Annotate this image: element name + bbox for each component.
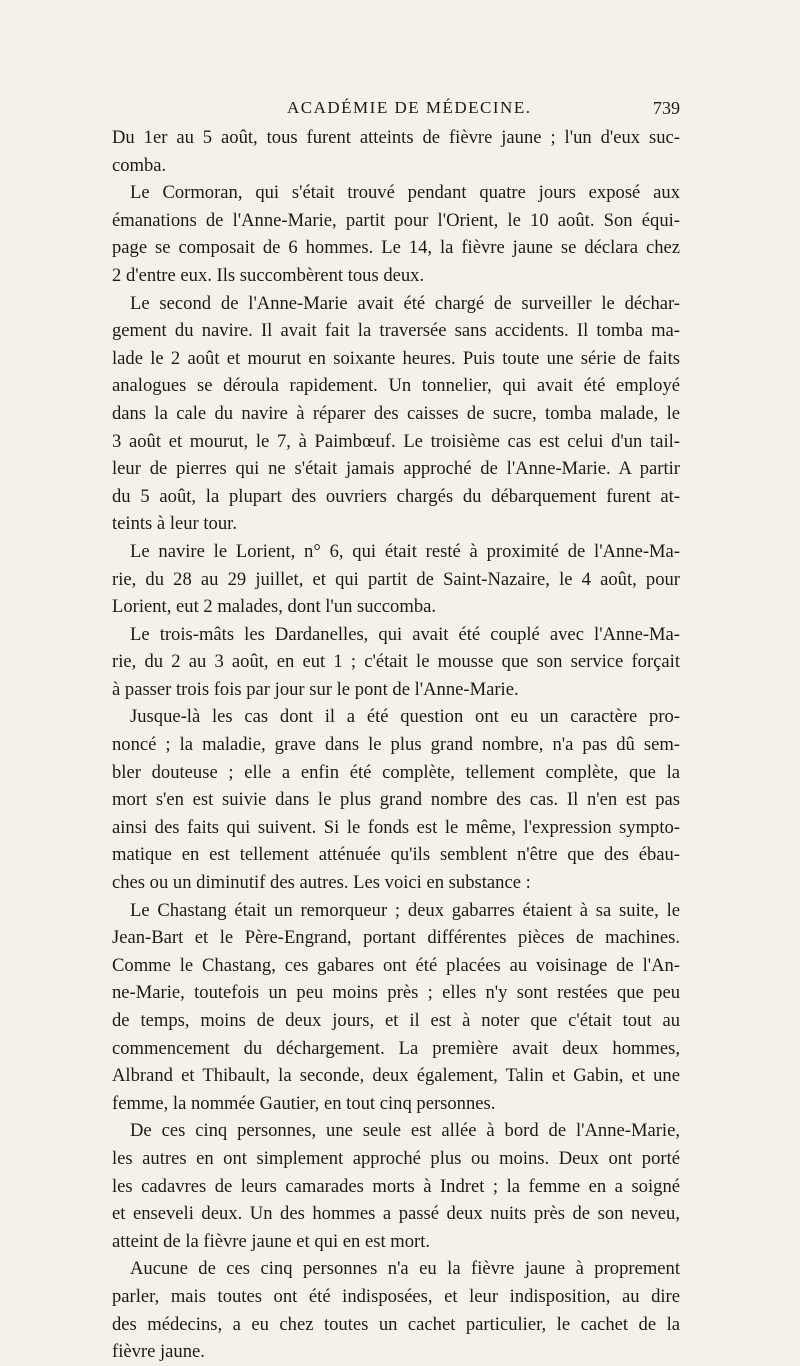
text-line: teints à leur tour. [112, 513, 237, 535]
text-line: ne-Marie, toutefois un peu moins près ; elles n'y sont restées que peu [112, 982, 680, 1004]
text-line: analogues se déroula rapidement. Un tonnelier, qui avait été employé [112, 375, 680, 397]
text-line: parler, mais toutes ont été indisposées, et leur indisposition, au dire [112, 1285, 680, 1307]
text-line: 2 d'entre eux. Ils succombèrent tous deux. [112, 264, 425, 286]
text-line: atteint de la fièvre jaune et qui en est mort. [112, 1230, 431, 1252]
text-line: de temps, moins de deux jours, et il est à noter que c'était tout au [112, 1010, 680, 1031]
text-line: et enseveli deux. Un des hommes a passé deux nuits près de son neveu, [112, 1203, 680, 1225]
text-line: 3 août et mourut, le 7, à Paimbœuf. Le troisième cas est celui d'un tail- [112, 430, 680, 452]
text-line: des médecins, a eu chez toutes un cachet particulier, le cachet de la [112, 1313, 680, 1335]
text-line: les cadavres de leurs camarades morts à Indret ; la femme en a soigné [112, 1175, 680, 1197]
text-line: Comme le Chastang, ces gabares ont été placées au voisinage de l'An- [112, 954, 680, 976]
text-line: noncé ; la maladie, grave dans le plus grand nombre, n'a pas dû sem- [112, 734, 680, 756]
text-line: ches ou un diminutif des autres. Les voici en substance : [112, 872, 531, 894]
text-line: dans la cale du navire à réparer des caisses de sucre, tomba malade, le [112, 402, 680, 424]
text-line: Le Cormoran, qui s'était trouvé pendant quatre jours exposé aux [130, 182, 680, 204]
body-text [112, 124, 680, 1366]
text-line: émanations de l'Anne-Marie, partit pour l'Orient, le 10 août. Son équi- [112, 209, 680, 231]
text-line: commencement du déchargement. La première avait deux hommes, [112, 1037, 680, 1059]
text-line: Le navire le Lorient, n° 6, qui était resté à proximité de l'Anne-Ma- [130, 540, 680, 562]
text-line: Jean-Bart et le Père-Engrand, portant différentes pièces de machines. [112, 927, 680, 949]
text-line: Du 1er au 5 août, tous furent atteints de fièvre jaune ; l'un d'eux suc- [112, 127, 680, 148]
running-title: ACADÉMIE DE MÉDECINE. [287, 98, 532, 117]
text-line: matique en est tellement atténuée qu'ils semblent n'être que des ébau- [112, 844, 680, 866]
text-line: Aucune de ces cinq personnes n'a eu la fièvre jaune à proprement [130, 1258, 680, 1280]
text-line: gement du navire. Il avait fait la traversée sans accidents. Il tomba ma- [112, 320, 680, 342]
text-line: Le second de l'Anne-Marie avait été chargé de surveiller le déchar- [130, 292, 680, 314]
text-line: Albrand et Thibault, la seconde, deux également, Talin et Gabin, et une [112, 1065, 680, 1087]
text-line: rie, du 2 au 3 août, en eut 1 ; c'était le mousse que son service forçait [112, 651, 680, 673]
text-line: mort s'en est suivie dans le plus grand nombre des cas. Il n'en est pas [112, 789, 680, 811]
text-line: comba. [112, 154, 167, 176]
text-line: les autres en ont simplement approché plus ou moins. Deux ont porté [112, 1147, 680, 1169]
text-line: Lorient, eut 2 malades, dont l'un succomba. [112, 596, 437, 618]
running-header [112, 98, 680, 126]
text-line: à passer trois fois par jour sur le pont de l'Anne-Marie. [112, 678, 519, 700]
text-line: page se composait de 6 hommes. Le 14, la fièvre jaune se déclara chez [112, 237, 680, 259]
text-line: De ces cinq personnes, une seule est allée à bord de l'Anne-Marie, [130, 1120, 680, 1142]
page-number: 739 [653, 98, 680, 118]
text-line: leur de pierres qui ne s'était jamais approché de l'Anne-Marie. A partir [112, 458, 680, 480]
text-line: bler douteuse ; elle a enfin été complète, tellement complète, que la [112, 761, 680, 783]
text-line: rie, du 28 au 29 juillet, et qui partit de Saint-Nazaire, le 4 août, pour [112, 568, 680, 590]
text-line: lade le 2 août et mourut en soixante heures. Puis toute une série de faits [112, 347, 680, 369]
text-line: ainsi des faits qui suivent. Si le fonds est le même, l'expression sympto- [112, 816, 680, 838]
text-line: fièvre jaune. [112, 1341, 205, 1363]
text-line: Jusque-là les cas dont il a été question ont eu un caractère pro- [130, 706, 680, 728]
text-line: du 5 août, la plupart des ouvriers chargés du débarquement furent at- [112, 485, 680, 507]
text-line: Le Chastang était un remorqueur ; deux gabarres étaient à sa suite, le [130, 899, 680, 921]
text-line: femme, la nommée Gautier, en tout cinq personnes. [112, 1092, 496, 1114]
text-line: Le trois-mâts les Dardanelles, qui avait été couplé avec l'Anne-Ma- [130, 623, 680, 645]
